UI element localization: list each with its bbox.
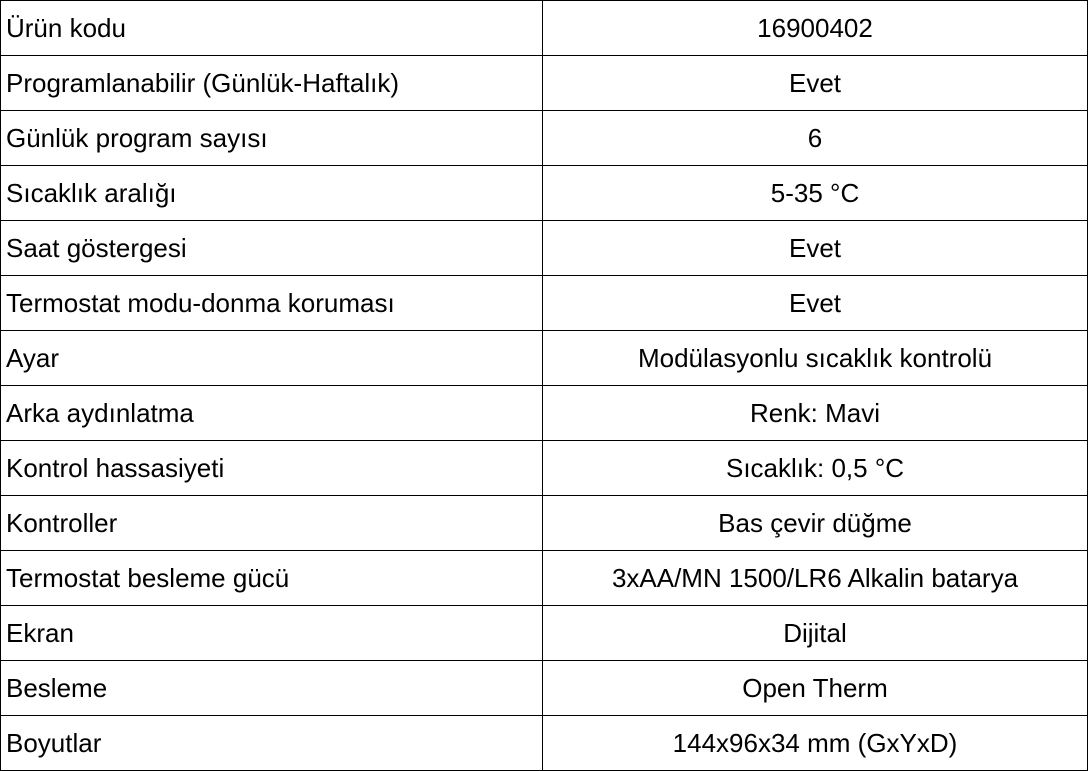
- spec-value: Dijital: [543, 606, 1088, 661]
- spec-value: Renk: Mavi: [543, 386, 1088, 441]
- spec-label: Boyutlar: [1, 716, 543, 771]
- table-row: [1, 276, 1088, 331]
- spec-label: Termostat besleme gücü: [1, 551, 543, 606]
- spec-value: Evet: [543, 276, 1088, 331]
- table-row: [1, 221, 1088, 276]
- spec-value: Bas çevir düğme: [543, 496, 1088, 551]
- table-row: [1, 331, 1088, 386]
- spec-value: 16900402: [543, 1, 1088, 56]
- spec-label: Sıcaklık aralığı: [1, 166, 543, 221]
- spec-value: Sıcaklık: 0,5 °C: [543, 441, 1088, 496]
- table-row: [1, 111, 1088, 166]
- spec-label: Ayar: [1, 331, 543, 386]
- spec-value: 144x96x34 mm (GxYxD): [543, 716, 1088, 771]
- spec-label: Besleme: [1, 661, 543, 716]
- spec-value: Open Therm: [543, 661, 1088, 716]
- table-row: [1, 166, 1088, 221]
- table-row: [1, 441, 1088, 496]
- table-row: [1, 386, 1088, 441]
- table-row: [1, 56, 1088, 111]
- spec-label: Ekran: [1, 606, 543, 661]
- spec-label: Termostat modu-donma koruması: [1, 276, 543, 331]
- table-row: [1, 1, 1088, 56]
- spec-label: Kontroller: [1, 496, 543, 551]
- spec-label: Saat göstergesi: [1, 221, 543, 276]
- table-row: [1, 661, 1088, 716]
- spec-label: Ürün kodu: [1, 1, 543, 56]
- spec-value: Evet: [543, 221, 1088, 276]
- spec-label: Günlük program sayısı: [1, 111, 543, 166]
- spec-value: 5-35 °C: [543, 166, 1088, 221]
- table-row: [1, 716, 1088, 771]
- spec-label: Kontrol hassasiyeti: [1, 441, 543, 496]
- spec-label: Programlanabilir (Günlük-Haftalık): [1, 56, 543, 111]
- table-row: [1, 496, 1088, 551]
- spec-value: 6: [543, 111, 1088, 166]
- spec-label: Arka aydınlatma: [1, 386, 543, 441]
- spec-value: Modülasyonlu sıcaklık kontrolü: [543, 331, 1088, 386]
- table-row: [1, 551, 1088, 606]
- table-row: [1, 606, 1088, 661]
- spec-value: 3xAA/MN 1500/LR6 Alkalin batarya: [543, 551, 1088, 606]
- spec-value: Evet: [543, 56, 1088, 111]
